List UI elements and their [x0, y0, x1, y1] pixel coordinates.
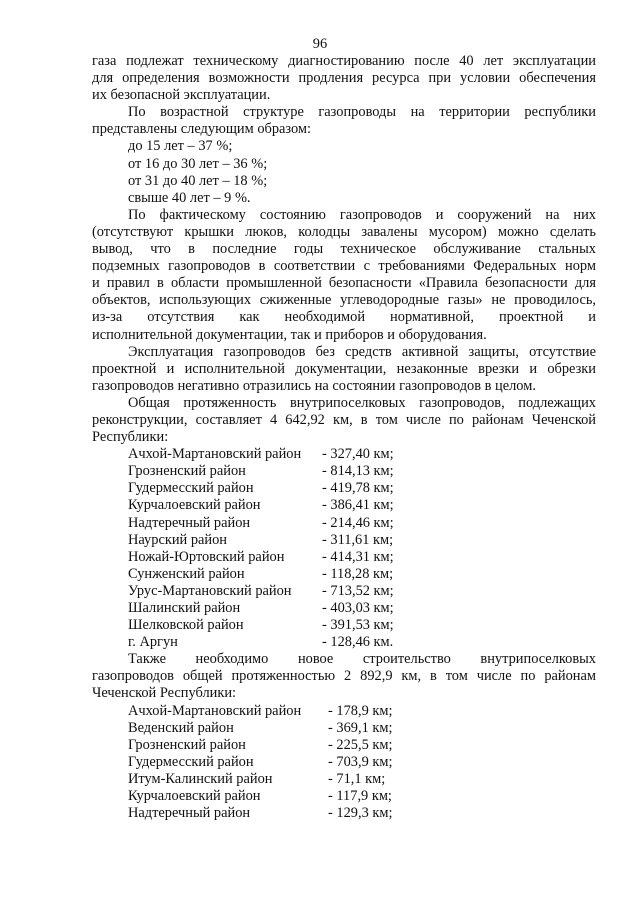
list-item — [92, 805, 596, 822]
district-name: Шелковской район — [128, 617, 244, 634]
text-line: из-за отсутствия как необходимой нормативной, проектной и — [92, 309, 596, 326]
district-length: - 178,9 км; — [328, 702, 393, 719]
district-name: Ножай-Юртовский район — [128, 548, 285, 565]
district-length: - 703,9 км; — [328, 753, 393, 770]
district-name: Надтеречный район — [128, 514, 251, 531]
district-name: Веденский район — [128, 719, 234, 736]
intro-paragraph — [92, 53, 596, 104]
text-line: вывод, что в последние годы техническое обслуживание стальных — [92, 241, 596, 258]
text-line: и правил в области промышленной безопасности «Правила безопасности для — [92, 275, 596, 292]
list-item — [92, 600, 596, 617]
list-item — [92, 549, 596, 566]
district-name: Курчалоевский район — [128, 497, 261, 514]
district-name: Ачхой-Мартановский район — [128, 446, 302, 463]
district-name: Итум-Калинский район — [128, 770, 273, 787]
text-line: Также необходимо новое строительство внутрипоселковых — [128, 651, 596, 668]
text-line: реконструкции, составляет 4 642,92 км, в том числе по районам Чеченской — [92, 411, 596, 428]
text-line: (отсутствуют крышки люков, колодцы завалены мусором) можно сделать — [92, 223, 596, 240]
exploitation-paragraph — [92, 344, 596, 395]
district-name: Шалинский район — [128, 600, 241, 616]
list-item — [92, 617, 596, 634]
district-length: - 118,28 км; — [322, 565, 394, 582]
new-construction-district-list — [92, 703, 596, 823]
text-line: газопроводов общей протяженностью 2 892,9 км, в том числе по районам — [92, 668, 596, 685]
text-line: объектов, использующих сжиженные углеводородные газы» не проводилось, — [92, 292, 596, 309]
list-item — [92, 737, 596, 754]
text-line: для определения возможности продления ресурса при условии обеспечения — [92, 70, 596, 87]
age-structure-list — [92, 138, 596, 206]
list-item — [92, 515, 596, 532]
list-item — [92, 532, 596, 549]
text-line: исполнительной документации, так и приборов и оборудования. — [92, 326, 487, 343]
document-body — [92, 53, 596, 822]
list-item — [92, 446, 596, 463]
district-name: Надтеречный район — [128, 805, 251, 822]
district-name: Гудермесский район — [128, 480, 254, 497]
text-line: газа подлежат техническому диагностированию после 40 лет эксплуатации — [92, 53, 596, 69]
district-name: г. Аргун — [128, 634, 178, 651]
text-line: По возрастной структуре газопроводы на территории республики — [128, 104, 596, 121]
list-item — [92, 754, 596, 771]
district-length: - 71,1 км; — [328, 770, 386, 787]
list-item — [92, 583, 596, 600]
district-length: - 713,52 км; — [322, 582, 394, 599]
district-name: Курчалоевский район — [128, 788, 261, 805]
district-name: Урус-Мартановский район — [128, 582, 292, 599]
list-item — [92, 480, 596, 497]
list-item — [92, 703, 596, 720]
district-length: - 214,46 км; — [322, 514, 394, 531]
district-length: - 419,78 км; — [322, 480, 394, 497]
text-line: подземных газопроводов в соответствии с требованиями Федеральных норм — [92, 258, 596, 275]
age-structure-paragraph — [92, 104, 596, 138]
text-line: их безопасной эксплуатации. — [92, 87, 271, 104]
text-line: Общая протяженность внутрипоселковых газопроводов, подлежащих — [128, 394, 596, 411]
condition-paragraph — [92, 207, 596, 344]
text-line: Эксплуатация газопроводов без средств активной защиты, отсутствие — [128, 343, 596, 360]
list-item — [92, 771, 596, 788]
text-line: проектной и исполнительной документации, незаконные врезки и обрезки — [92, 360, 596, 377]
list-item: до 15 лет – 37 %; — [128, 138, 233, 155]
district-length: - 225,5 км; — [328, 736, 393, 753]
district-length: - 369,1 км; — [328, 719, 393, 736]
district-length: - 386,41 км; — [322, 497, 394, 514]
district-length: - 129,3 км; — [328, 805, 393, 822]
text-line: Республики: — [92, 429, 169, 446]
reconstruction-district-list — [92, 446, 596, 651]
district-name: Грозненский район — [128, 463, 246, 480]
list-item — [92, 497, 596, 514]
list-item: свыше 40 лет – 9 %. — [128, 189, 251, 206]
district-name: Гудермесский район — [128, 753, 254, 770]
text-line: газопроводов негативно отразились на состоянии газопроводов в целом. — [92, 377, 536, 394]
district-name: Ачхой-Мартановский район — [128, 702, 302, 719]
list-item: от 31 до 40 лет – 18 %; — [128, 172, 268, 189]
district-length: - 391,53 км; — [322, 617, 394, 634]
district-length: - 327,40 км; — [322, 446, 394, 463]
list-item: от 16 до 30 лет – 36 %; — [128, 155, 268, 172]
list-item — [92, 566, 596, 583]
district-length: - 414,31 км; — [322, 548, 394, 565]
list-item — [92, 720, 596, 737]
list-item — [92, 788, 596, 805]
text-line: По фактическому состоянию газопроводов и сооружений на них — [128, 206, 596, 223]
list-item — [92, 463, 596, 480]
district-length: - 403,03 км; — [322, 600, 394, 616]
new-construction-paragraph — [92, 651, 596, 702]
district-length: - 311,61 км; — [322, 531, 394, 548]
district-length: - 117,9 км; — [328, 788, 392, 805]
district-name: Сунженский район — [128, 565, 245, 582]
district-name: Грозненский район — [128, 736, 246, 753]
page-number: 96 — [312, 36, 328, 52]
text-line: представлены следующим образом: — [92, 121, 312, 138]
list-item — [92, 634, 596, 651]
text-line: Чеченской Республики: — [92, 685, 237, 702]
district-length: - 814,13 км; — [322, 463, 394, 480]
district-name: Наурский район — [128, 531, 227, 548]
district-length: - 128,46 км. — [322, 634, 394, 651]
reconstruction-paragraph — [92, 395, 596, 446]
